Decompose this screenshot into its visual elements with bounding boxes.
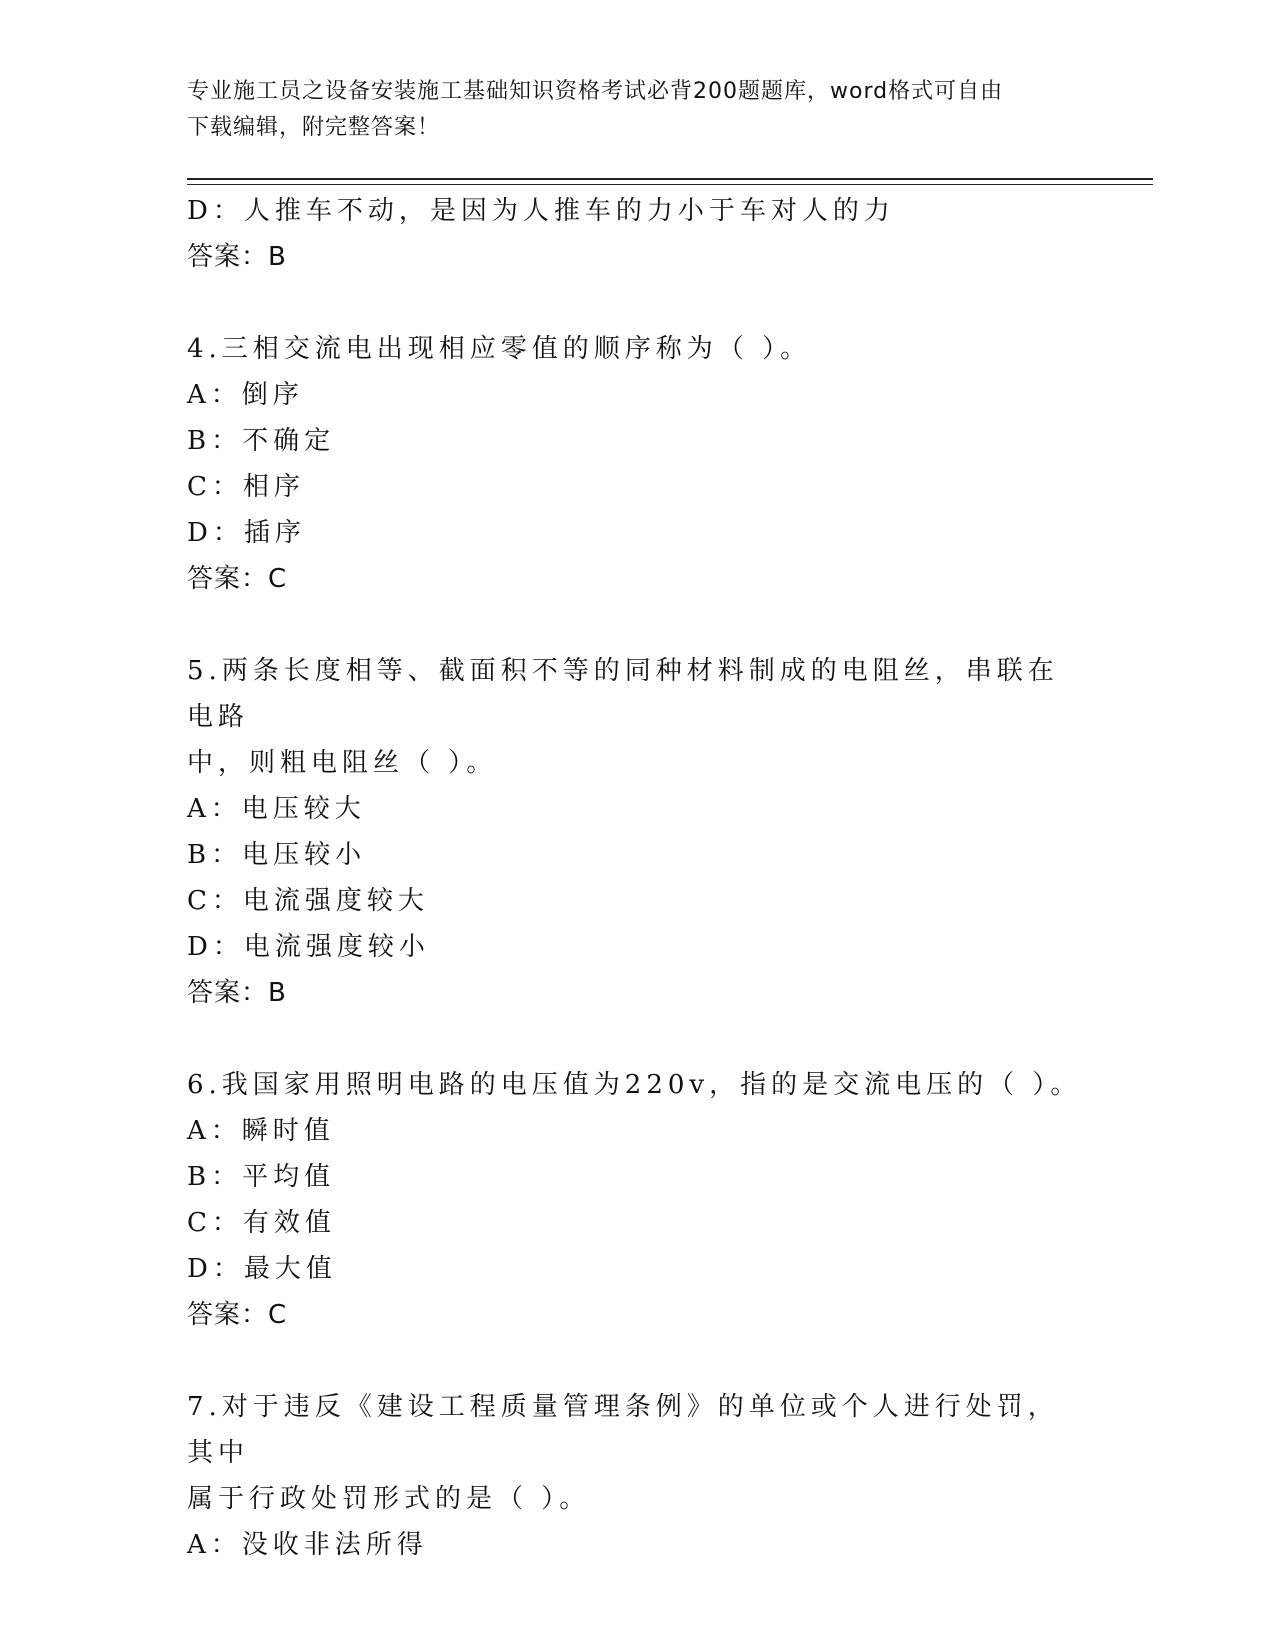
question-5 — [187, 648, 1087, 1016]
option-a: A：倒序 — [187, 380, 304, 410]
question-4 — [187, 326, 1087, 602]
question-stem: 4.三相交流电出现相应零值的顺序称为（ ）。 — [187, 334, 812, 364]
option-d: D：电流强度较小 — [187, 932, 430, 962]
document-header — [187, 74, 1087, 146]
answer-line: 答案：C — [187, 1300, 288, 1330]
option-b: B：不确定 — [187, 426, 336, 456]
header-divider-thick — [187, 178, 1153, 180]
question-stem-continued: 属于行政处罚形式的是（ ）。 — [187, 1484, 591, 1514]
option-d: D：插序 — [187, 518, 306, 548]
option-d: D：人推车不动，是因为人推车的力小于车对人的力 — [187, 196, 895, 226]
header-divider-thin — [187, 184, 1153, 185]
question-6 — [187, 1062, 1087, 1338]
header-line-1: 专业施工员之设备安装施工基础知识资格考试必背200题题库，word格式可自由 — [187, 79, 1004, 104]
question-7 — [187, 1384, 1087, 1568]
question-stem: 5.两条长度相等、截面积不等的同种材料制成的电阻丝，串联在电路 — [187, 656, 1059, 732]
option-c: C：电流强度较大 — [187, 886, 429, 916]
answer-line: 答案：B — [187, 978, 287, 1008]
option-a: A：电压较大 — [187, 794, 366, 824]
question-stem-continued: 中，则粗电阻丝（ ）。 — [187, 748, 498, 778]
option-c: C：相序 — [187, 472, 305, 502]
option-b: B：平均值 — [187, 1162, 336, 1192]
option-a: A：瞬时值 — [187, 1116, 335, 1146]
option-b: B：电压较小 — [187, 840, 367, 870]
question-list — [187, 188, 1087, 1568]
option-c: C：有效值 — [187, 1208, 336, 1238]
question-3-continued — [187, 188, 1087, 280]
question-stem: 6.我国家用照明电路的电压值为220v，指的是交流电压的（ ）。 — [187, 1070, 1082, 1100]
option-d: D：最大值 — [187, 1254, 337, 1284]
answer-line: 答案：B — [187, 242, 287, 272]
header-line-2: 下载编辑，附完整答案！ — [187, 115, 441, 140]
question-stem: 7.对于违反《建设工程质量管理条例》的单位或个人进行处罚，其中 — [187, 1392, 1059, 1468]
option-a: A：没收非法所得 — [187, 1530, 428, 1560]
answer-line: 答案：C — [187, 564, 288, 594]
